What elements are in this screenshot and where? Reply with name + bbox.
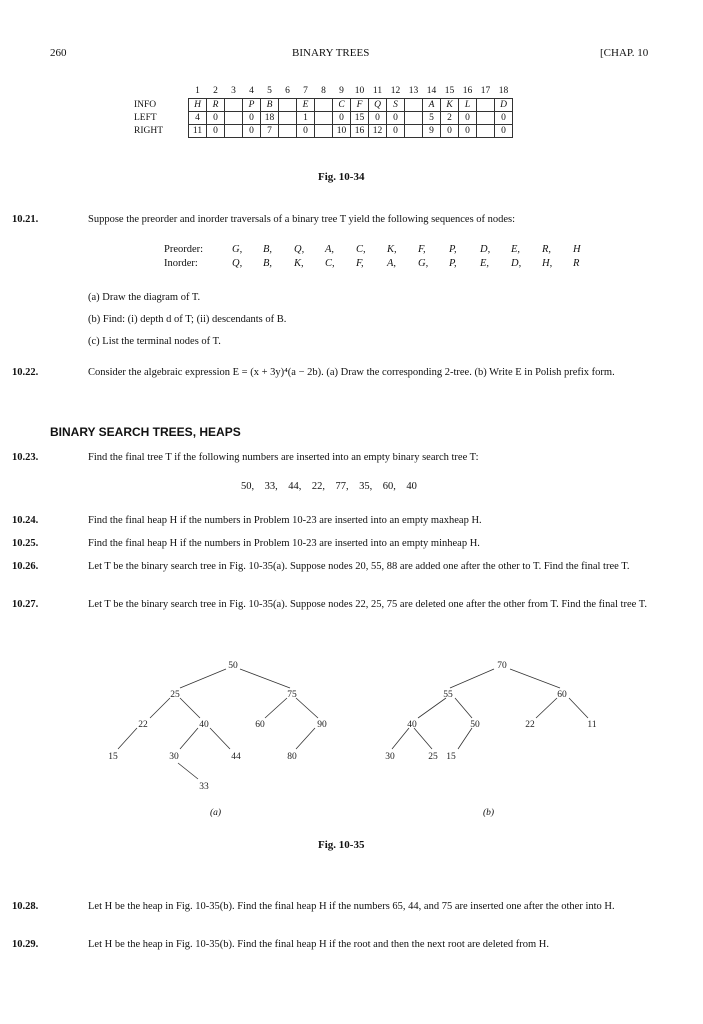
problem-number: 10.26. [12, 561, 39, 572]
memory-cell: P [243, 99, 261, 112]
inorder-node: H, [542, 258, 553, 269]
column-index: 17 [480, 86, 491, 96]
inorder-node: G, [418, 258, 429, 269]
column-index: 16 [462, 86, 473, 96]
preorder-node: R, [542, 244, 552, 255]
preorder-label: Preorder: [164, 244, 204, 255]
tree-node: 22 [138, 720, 148, 730]
tree-node: 80 [287, 752, 297, 762]
inorder-node: D, [511, 258, 522, 269]
tree-node: 50 [228, 661, 238, 671]
memory-cell: D [495, 99, 513, 112]
tree-node: 60 [255, 720, 265, 730]
number-sequence: 50, 33, 44, 22, 77, 35, 60, 40 [241, 481, 417, 492]
memory-cell [405, 99, 423, 112]
problem-number: 10.24. [12, 515, 39, 526]
memory-cell: 15 [351, 112, 369, 125]
memory-cell: 0 [495, 125, 513, 138]
memory-cell: A [423, 99, 441, 112]
memory-cell [279, 99, 297, 112]
memory-cell: 0 [243, 112, 261, 125]
memory-cell [477, 125, 495, 138]
memory-cell: F [351, 99, 369, 112]
chapter-label: [CHAP. 10 [600, 47, 649, 59]
inorder-node: B, [263, 258, 273, 269]
memory-cell: 0 [459, 112, 477, 125]
preorder-node: P, [449, 244, 457, 255]
problem-10-25 [12, 537, 695, 551]
column-index: 8 [321, 86, 326, 96]
column-index: 6 [285, 86, 290, 96]
row-label: INFO [134, 100, 157, 110]
inorder-node: Q, [232, 258, 243, 269]
memory-cell: 0 [207, 125, 225, 138]
memory-cell: 2 [441, 112, 459, 125]
problem-number: 10.25. [12, 538, 39, 549]
column-index: 1 [195, 86, 200, 96]
problem-text: Find the final tree T if the following numbers are inserted into an empty binary search tree T: [88, 452, 479, 463]
tree-node: 25 [428, 752, 438, 762]
tree-node: 44 [231, 752, 241, 762]
column-index: 14 [426, 86, 437, 96]
memory-cell: 4 [189, 112, 207, 125]
tree-node: 22 [525, 720, 535, 730]
preorder-node: Q, [294, 244, 305, 255]
memory-cell: 0 [459, 125, 477, 138]
memory-cell: Q [369, 99, 387, 112]
tree-node: 90 [317, 720, 327, 730]
page-number: 260 [50, 47, 67, 59]
memory-cell: 0 [387, 112, 405, 125]
memory-cell [477, 99, 495, 112]
problem-10-22 [12, 366, 695, 380]
problem-10-29 [12, 938, 695, 952]
tree-node: 11 [587, 720, 597, 730]
fig-10-35-caption: Fig. 10-35 [318, 839, 365, 851]
memory-cell [405, 112, 423, 125]
column-index: 18 [498, 86, 509, 96]
tree-node: 60 [557, 690, 567, 700]
memory-cell [315, 99, 333, 112]
column-index: 5 [267, 86, 272, 96]
problem-text: Let T be the binary search tree in Fig. 10-35(a). Suppose nodes 22, 25, 75 are deleted one after the other from T. Find the final tree T. [88, 599, 647, 610]
memory-cell: 0 [387, 125, 405, 138]
problem-10-23 [12, 451, 695, 465]
preorder-node: E, [511, 244, 521, 255]
tree-node: 30 [169, 752, 179, 762]
memory-cell: 0 [333, 112, 351, 125]
part-c: (c) List the terminal nodes of T. [88, 336, 221, 347]
preorder-node: B, [263, 244, 273, 255]
memory-cell: 1 [297, 112, 315, 125]
column-index: 2 [213, 86, 218, 96]
part-a: (a) Draw the diagram of T. [88, 292, 201, 303]
tree-node: 40 [407, 720, 417, 730]
fig-a-label: (a) [210, 808, 222, 818]
inorder-node: F, [356, 258, 364, 269]
problem-text: Let T be the binary search tree in Fig. 10-35(a). Suppose nodes 20, 55, 88 are added one after the other to T. Find the final tree T. [88, 561, 630, 572]
preorder-node: H [573, 244, 581, 255]
tree-node: 55 [443, 690, 453, 700]
memory-cell [279, 112, 297, 125]
memory-cell [279, 125, 297, 138]
memory-cell [315, 125, 333, 138]
memory-cell: 12 [369, 125, 387, 138]
preorder-node: G, [232, 244, 243, 255]
problem-10-27 [12, 598, 695, 612]
memory-cell: C [333, 99, 351, 112]
memory-table [134, 84, 513, 138]
problem-10-24 [12, 514, 695, 528]
problem-text: Consider the algebraic expression E = (x + 3y)⁴(a − 2b). (a) Draw the corresponding 2-tree. (b) Write E in Polish prefix form. [88, 367, 615, 378]
inorder-node: A, [387, 258, 397, 269]
problem-number: 10.22. [12, 367, 39, 378]
column-index: 4 [249, 86, 254, 96]
problem-number: 10.21. [12, 214, 39, 225]
problem-number: 10.29. [12, 939, 39, 950]
memory-cell: 9 [423, 125, 441, 138]
problem-number: 10.23. [12, 452, 39, 463]
column-index: 12 [390, 86, 401, 96]
inorder-label: Inorder: [164, 258, 198, 269]
problem-number: 10.27. [12, 599, 39, 610]
inorder-node: R [573, 258, 580, 269]
tree-node: 15 [446, 752, 456, 762]
problem-text: Find the final heap H if the numbers in Problem 10-23 are inserted into an empty minheap H. [88, 538, 480, 549]
preorder-node: A, [325, 244, 335, 255]
fig-10-34-caption: Fig. 10-34 [318, 171, 365, 183]
inorder-node: E, [480, 258, 490, 269]
preorder-node: K, [387, 244, 397, 255]
memory-cell: B [261, 99, 279, 112]
problem-10-28 [12, 900, 695, 914]
tree-node: 70 [497, 661, 507, 671]
column-index: 10 [354, 86, 365, 96]
tree-node: 75 [287, 690, 297, 700]
memory-cell: 0 [495, 112, 513, 125]
memory-cell [315, 112, 333, 125]
column-index: 7 [303, 86, 308, 96]
memory-cell: 16 [351, 125, 369, 138]
problem-text: Let H be the heap in Fig. 10-35(b). Find the final heap H if the root and then the next root are deleted from H. [88, 939, 549, 950]
row-label: RIGHT [134, 126, 164, 136]
memory-cell: 11 [189, 125, 207, 138]
problem-text: Let H be the heap in Fig. 10-35(b). Find the final heap H if the numbers 65, 44, and 75 are inserted one after the other into H. [88, 901, 615, 912]
tree-node: 30 [385, 752, 395, 762]
problem-10-21 [12, 213, 695, 227]
tree-node: 33 [199, 782, 209, 792]
problem-number: 10.28. [12, 901, 39, 912]
memory-cell [225, 125, 243, 138]
problem-text: Find the final heap H if the numbers in Problem 10-23 are inserted into an empty maxheap H. [88, 515, 482, 526]
memory-cell: 0 [243, 125, 261, 138]
memory-cell: 10 [333, 125, 351, 138]
memory-cell [405, 125, 423, 138]
preorder-node: F, [418, 244, 426, 255]
column-index: 11 [372, 86, 383, 96]
tree-node: 40 [199, 720, 209, 730]
memory-cell [225, 99, 243, 112]
traversal-sequences [164, 243, 604, 271]
column-index: 15 [444, 86, 455, 96]
memory-cell: 0 [369, 112, 387, 125]
tree-node: 15 [108, 752, 118, 762]
memory-cell: R [207, 99, 225, 112]
memory-cell: H [189, 99, 207, 112]
memory-cell: 5 [423, 112, 441, 125]
fig-10-35-trees [0, 655, 703, 830]
memory-cell: S [387, 99, 405, 112]
memory-cell: 0 [207, 112, 225, 125]
memory-cell: K [441, 99, 459, 112]
inorder-node: P, [449, 258, 457, 269]
preorder-node: C, [356, 244, 366, 255]
memory-cell: L [459, 99, 477, 112]
preorder-node: D, [480, 244, 491, 255]
row-label: LEFT [134, 113, 157, 123]
problem-10-26 [12, 560, 695, 574]
tree-node: 25 [170, 690, 180, 700]
memory-cell [225, 112, 243, 125]
inorder-node: C, [325, 258, 335, 269]
memory-cell: 0 [441, 125, 459, 138]
memory-cell: 7 [261, 125, 279, 138]
inorder-node: K, [294, 258, 304, 269]
column-index: 9 [339, 86, 344, 96]
column-index: 3 [231, 86, 236, 96]
problem-text: Suppose the preorder and inorder traversals of a binary tree T yield the following sequences of nodes: [88, 214, 516, 225]
part-b: (b) Find: (i) depth d of T; (ii) descendants of B. [88, 314, 287, 325]
tree-node: 50 [470, 720, 480, 730]
memory-cell: 0 [297, 125, 315, 138]
column-index: 13 [408, 86, 419, 96]
section-heading: BINARY SEARCH TREES, HEAPS [50, 425, 241, 439]
memory-cell: 18 [261, 112, 279, 125]
fig-b-label: (b) [483, 808, 495, 818]
memory-cell [477, 112, 495, 125]
running-title: BINARY TREES [292, 47, 370, 59]
memory-cell: E [297, 99, 315, 112]
